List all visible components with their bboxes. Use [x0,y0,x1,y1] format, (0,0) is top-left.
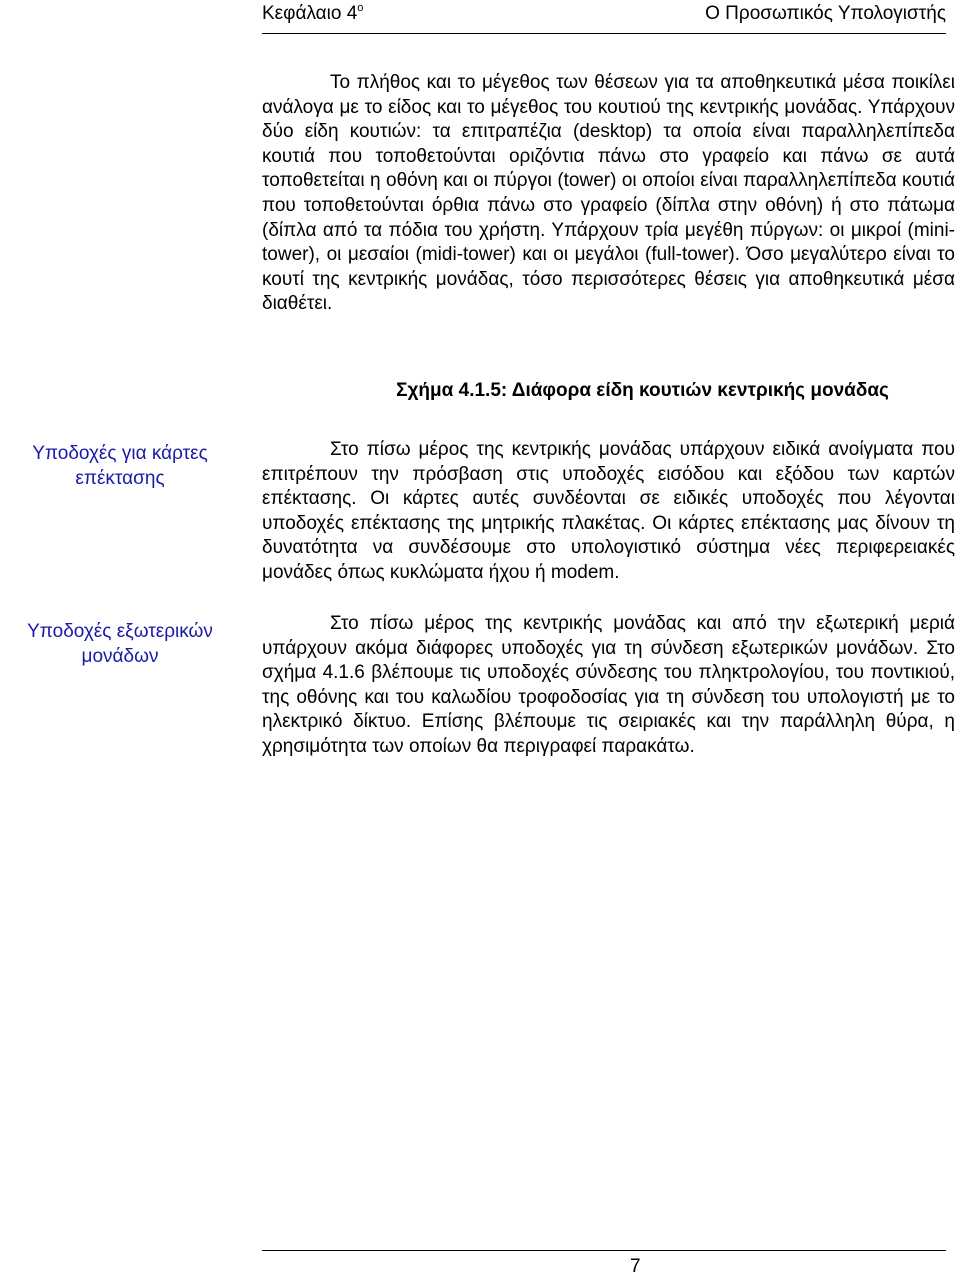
page-number: 7 [630,1256,641,1277]
side-heading-expansion-slots: Υποδοχές για κάρτες επέκτασης [32,443,208,489]
paragraph-external-ports: Στο πίσω μέρος της κεντρικής μονάδας και από την εξωτερική μεριά υπάρχουν ακόμα διάφορες υποδοχές για τη σύνδεση εξωτερικών μονάδων. Στο σχήμα 4.1.6 βλέπουμε τις υποδοχές σύνδεσης του πληκτρολογίου, του ποντικιού, της οθόνης και του καλωδίου τροφοδοσίας για τη σύνδεση του υπολογιστή με το ηλεκτρικό δίκτυο. Επίσης βλέπουμε τις σειριακές και την παράλληλη θύρα, η χρησιμότητα των οποίων θα περιγραφεί παρακάτω. [262,613,955,757]
footer-rule [262,1250,946,1251]
paragraph-expansion-slots: Στο πίσω μέρος της κεντρικής μονάδας υπάρχουν ειδικά ανοίγματα που επιτρέπουν την πρόσβαση στις υποδοχές εισόδου και εξόδου των καρτών επέκτασης. Οι κάρτες αυτές συνδέονται σε ειδικές υποδοχές που λέγονται υποδοχές επέκτασης της μητρικής πλακέτας. Οι κάρτες επέκτασης μας δίνουν τη δυνατότητα να συνδέσουμε στο υπολογιστικό σύστημα νέες περιφερειακές μονάδες όπως κυκλώματα ήχου ή modem. [262,439,955,583]
paragraph-cases: Το πλήθος και το μέγεθος των θέσεων για τα αποθηκευτικά μέσα ποικίλει ανάλογα με το είδος και το μέγεθος του κουτιού της κεντρικής μονάδας. Υπάρχουν δύο είδη κουτιών: τα επιτραπέζια (desktop) τα οποία είναι παραλληλεπίπεδα κουτιά που τοποθετούνται οριζόντια πάνω στο γραφείο και πάνω σε αυτά τοποθετείται η οθόνη και οι πύργοι (tower) οι οποίοι είναι παραλληλεπίπεδα κουτιά που τοποθετούνται όρθια πάνω στο γραφείο (δίπλα στην οθόνη) ή στο πάτωμα (δίπλα από τα πόδια του χρήστη. Υπάρχουν τρία μεγέθη πύργων: οι μικροί (mini-tower), οι μεσαίοι (midi-tower) και οι μεγάλοι (full-tower). Όσο μεγαλύτερο είναι το κουτί της κεντρικής μονάδας, τόσο περισσότερες θέσεις για αποθηκευτικά μέσα διαθέτει. [262,72,955,315]
chapter-superscript: ο [357,2,364,14]
chapter-label-text: Κεφάλαιο 4 [262,3,358,24]
chapter-label [262,1,363,27]
page-header [262,0,946,34]
side-heading-external-ports: Υποδοχές εξωτερικών μονάδων [27,621,213,667]
running-title: Ο Προσωπικός Υπολογιστής [705,3,946,24]
figure-caption: Σχήμα 4.1.5: Διάφορα είδη κουτιών κεντρικής μονάδας [396,380,889,401]
